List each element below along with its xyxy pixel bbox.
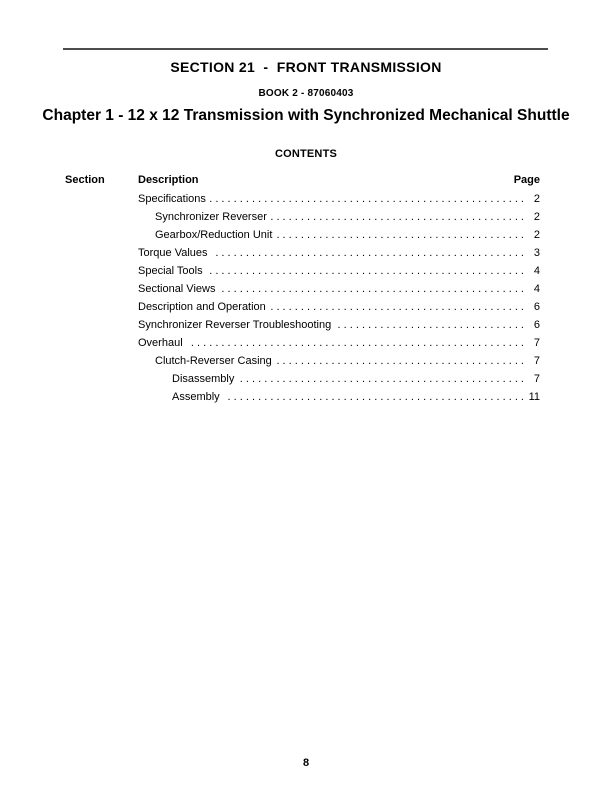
toc-entry-page: 11 xyxy=(528,391,540,403)
toc-row xyxy=(138,244,540,262)
toc-row xyxy=(138,280,540,298)
toc-row xyxy=(138,262,540,280)
book-reference: BOOK 2 - 87060403 xyxy=(258,88,354,99)
toc-row xyxy=(138,388,540,406)
toc-leader-dots xyxy=(276,226,524,244)
toc-leader-dots xyxy=(187,334,524,352)
toc-leader-dots xyxy=(212,244,524,262)
toc-entry-label: Special Tools xyxy=(138,265,203,277)
contents-heading: CONTENTS xyxy=(274,148,338,160)
toc-leader-dots xyxy=(335,316,524,334)
toc-header-section: Section xyxy=(65,174,105,186)
toc-row xyxy=(138,226,540,244)
toc-entry-label: Overhaul xyxy=(138,337,183,349)
toc-entry-label: Synchronizer Reverser xyxy=(155,211,267,223)
header-rule xyxy=(63,48,548,50)
toc-entry-label: Synchronizer Reverser Troubleshooting xyxy=(138,319,332,331)
toc-entry-page: 3 xyxy=(533,247,540,259)
toc-entry-page: 6 xyxy=(533,319,540,331)
toc-row xyxy=(138,208,540,226)
chapter-title: Chapter 1 - 12 x 12 Transmission with Synchronized Mechanical Shuttle xyxy=(42,107,570,124)
toc-row xyxy=(138,316,540,334)
toc-entry-label: Specifications xyxy=(138,193,206,205)
toc-leader-dots xyxy=(270,298,524,316)
toc-entry-label: Clutch-Reverser Casing xyxy=(155,355,272,367)
toc-leader-dots xyxy=(238,370,524,388)
toc-entry-label: Gearbox/Reduction Unit xyxy=(155,229,273,241)
toc-list xyxy=(138,190,540,406)
toc-entry-page: 2 xyxy=(533,211,540,223)
toc-entry-label: Torque Values xyxy=(138,247,208,259)
toc-entry-label: Assembly xyxy=(172,391,220,403)
toc-header-page: Page xyxy=(513,174,540,186)
toc-leader-dots xyxy=(207,262,524,280)
toc-row xyxy=(138,334,540,352)
toc-entry-page: 4 xyxy=(533,265,540,277)
toc-header-description: Description xyxy=(138,174,199,186)
toc-entry-label: Sectional Views xyxy=(138,283,216,295)
footer-page-number: 8 xyxy=(302,757,310,769)
toc-leader-dots xyxy=(210,190,524,208)
toc-entry-page: 2 xyxy=(533,229,540,241)
toc-entry-page: 7 xyxy=(533,373,540,385)
toc-row xyxy=(138,190,540,208)
toc-leader-dots xyxy=(219,280,524,298)
toc-row xyxy=(138,298,540,316)
toc-entry-page: 7 xyxy=(533,337,540,349)
toc-entry-label: Description and Operation xyxy=(138,301,266,313)
toc-column-headers xyxy=(64,171,548,189)
toc-entry-page: 7 xyxy=(533,355,540,367)
toc-entry-label: Disassembly xyxy=(172,373,235,385)
toc-entry-page: 4 xyxy=(533,283,540,295)
toc-entry-page: 2 xyxy=(533,193,540,205)
toc-leader-dots xyxy=(271,208,524,226)
section-title: SECTION 21 - FRONT TRANSMISSION xyxy=(170,59,442,75)
toc-entry-page: 6 xyxy=(533,301,540,313)
toc-row xyxy=(138,352,540,370)
toc-leader-dots xyxy=(276,352,524,370)
toc-leader-dots xyxy=(224,388,524,406)
toc-row xyxy=(138,370,540,388)
